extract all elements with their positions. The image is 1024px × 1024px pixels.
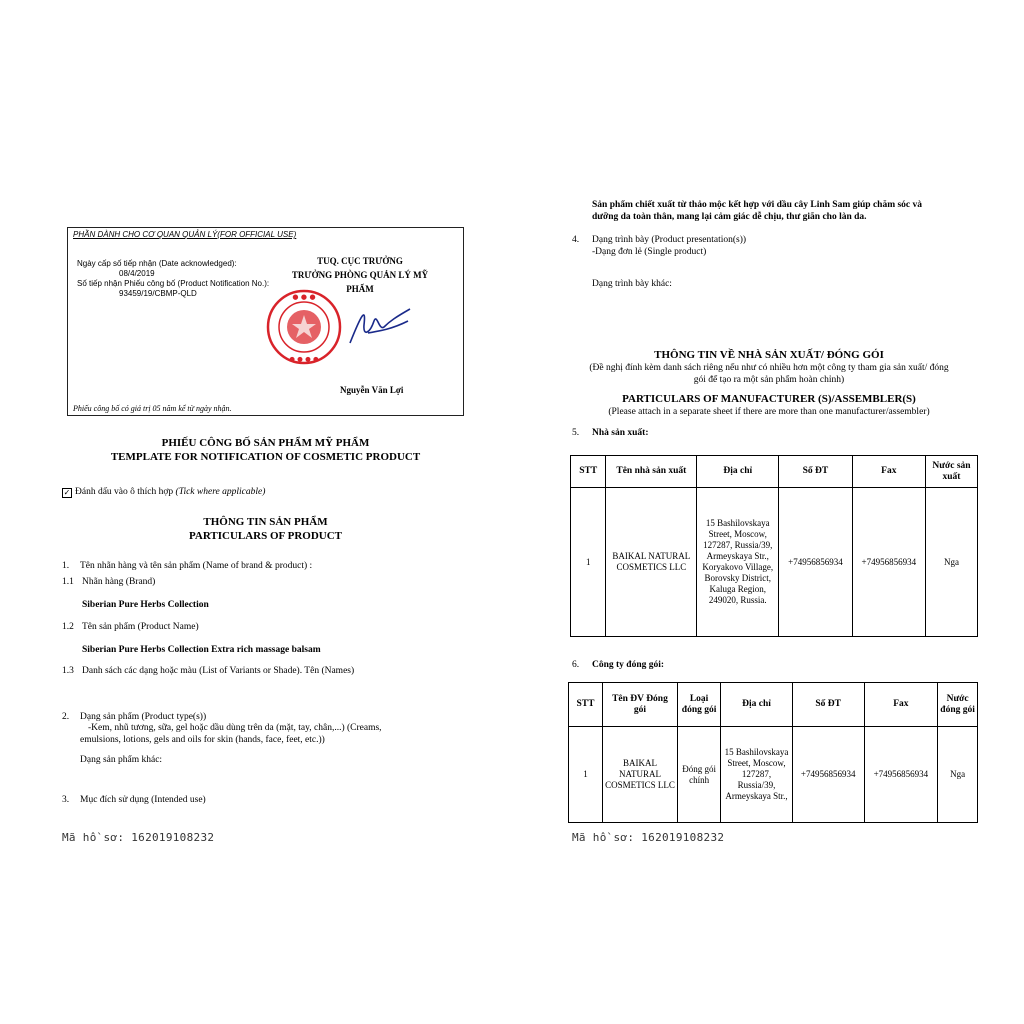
section-title-vi: THÔNG TIN SẢN PHẨM [203, 516, 328, 528]
item-1-label: Tên nhãn hàng và tên sản phẩm (Name of brand & product) : [80, 561, 313, 571]
notification-number-label: Số tiếp nhận Phiếu công bố (Product Notification No.): [77, 279, 270, 288]
official-use-box [67, 227, 464, 416]
product-type-detail-1: -Kem, nhũ tương, sữa, gel hoặc dầu dùng trên da (mặt, tay, chân,...) (Creams, [88, 723, 382, 733]
item-1 [62, 560, 312, 572]
item-number: 1.2 [62, 622, 74, 632]
other-product-type: Dạng sản phẩm khác: [80, 755, 163, 765]
form-title [67, 436, 464, 464]
presentation-detail: -Dạng đơn lẻ (Single product) [592, 247, 707, 257]
column-header: STT [571, 456, 606, 488]
manufacturer-title-vi: THÔNG TIN VỀ NHÀ SẢN XUẤT/ ĐÓNG GÓI [654, 349, 884, 361]
column-header: Loại đóng gói [677, 683, 720, 727]
intro-line-1: Sản phẩm chiết xuất từ thảo mộc kết hợp với dầu cây Linh Sam giúp chăm sóc và [592, 200, 923, 210]
tick-label: Đánh dấu vào ô thích hợp [75, 487, 174, 497]
item-2-label: Dạng sản phẩm (Product type(s)) [80, 712, 207, 722]
item-number: 5. [572, 428, 580, 438]
file-code-left: Mã hồ sơ: 162019108232 [62, 831, 215, 844]
item-1-2 [62, 621, 199, 633]
table-cell: Nga [938, 727, 978, 823]
packager-table [568, 682, 978, 823]
table-cell: 1 [569, 727, 603, 823]
notification-number-value: 93459/19/CBMP-QLD [119, 289, 197, 298]
column-header: Fax [852, 456, 925, 488]
item-1-2-label: Tên sản phẩm (Product Name) [82, 622, 199, 632]
item-1-3-label: Danh sách các dạng hoặc màu (List of Variants or Shade). Tên (Names) [82, 666, 355, 676]
column-header: Địa chỉ [697, 456, 779, 488]
product-intro [592, 199, 982, 223]
item-number: 6. [572, 660, 580, 670]
signer-name: Nguyễn Văn Lợi [340, 385, 404, 395]
manufacturer-note-vi-2: gói để tạo ra một sản phẩm hoàn chỉnh) [693, 375, 845, 385]
product-type-detail-2: emulsions, lotions, gels and oils for skin (hands, face, feet, etc.)) [80, 735, 325, 745]
authority-line-2: TRƯỞNG PHÒNG QUẢN LÝ MỸ PHẨM [291, 270, 429, 294]
file-code-right: Mã hồ sơ: 162019108232 [572, 831, 725, 844]
official-stamp-icon [265, 287, 343, 367]
table-cell: 1 [571, 488, 606, 637]
column-header: Số ĐT [779, 456, 852, 488]
column-header: STT [569, 683, 603, 727]
table-cell: +74956856934 [852, 488, 925, 637]
item-number: 4. [572, 235, 580, 245]
table-cell: Đóng gói chính [677, 727, 720, 823]
intro-line-2: dưỡng da toàn thân, mang lại cảm giác dễ chịu, thư giãn cho làn da. [592, 212, 867, 222]
table-row [571, 488, 978, 637]
column-header: Địa chỉ [721, 683, 793, 727]
table-cell: BAIKAL NATURAL COSMETICS LLC [606, 488, 697, 637]
item-1-1 [62, 576, 155, 588]
column-header: Nước sản xuất [925, 456, 977, 488]
column-header: Nước đóng gói [938, 683, 978, 727]
item-1-1-label: Nhãn hàng (Brand) [82, 577, 156, 587]
table-header-row [569, 683, 978, 727]
date-acknowledged-label: Ngày cấp số tiếp nhận (Date acknowledged): [77, 259, 237, 268]
table-cell: +74956856934 [864, 727, 938, 823]
item-number: 1.1 [62, 577, 74, 587]
product-section-title [67, 515, 464, 543]
item-number: 1. [62, 561, 70, 571]
column-header: Tên nhà sản xuất [606, 456, 697, 488]
brand-value: Siberian Pure Herbs Collection [82, 600, 209, 610]
item-number: 1.3 [62, 666, 74, 676]
svg-text:● ● ● ●: ● ● ● ● [289, 355, 319, 363]
manufacturer-title-en: PARTICULARS OF MANUFACTURER (S)/ASSEMBLER(S) [622, 393, 916, 405]
date-acknowledged-value: 08/4/2019 [119, 269, 155, 278]
manufacturer-section-title [560, 348, 978, 418]
table-cell: 15 Bashilovskaya Street, Moscow, 127287, Russia/39, Armeyskaya Str., [721, 727, 793, 823]
item-5 [572, 427, 649, 439]
product-name-value: Siberian Pure Herbs Collection Extra rich massage balsam [82, 645, 321, 655]
column-header: Số ĐT [792, 683, 864, 727]
item-4 [572, 234, 746, 246]
table-cell: BAIKAL NATURAL COSMETICS LLC [602, 727, 677, 823]
signature-icon [344, 303, 414, 353]
column-header: Tên ĐV Đóng gói [602, 683, 677, 727]
item-4-label: Dạng trình bày (Product presentation(s)) [592, 235, 747, 245]
other-presentation: Dạng trình bày khác: [592, 279, 672, 289]
validity-note: Phiếu công bố có giá trị 05 năm kể từ ngày nhận. [73, 404, 232, 413]
official-use-header: PHẦN DÀNH CHO CƠ QUAN QUẢN LÝ(FOR OFFICIAL USE) [73, 230, 297, 239]
table-header-row [571, 456, 978, 488]
item-5-label: Nhà sản xuất: [592, 428, 649, 438]
acknowledgement-info [77, 259, 269, 299]
item-3 [62, 794, 206, 806]
tick-instruction [62, 486, 265, 498]
table-cell: +74956856934 [779, 488, 852, 637]
item-number: 2. [62, 712, 70, 722]
item-6-label: Công ty đóng gói: [592, 660, 665, 670]
manufacturer-note-vi-1: (Đề nghị đính kèm danh sách riêng nếu như có nhiều hơn một công ty tham gia sản xuất/ đóng [589, 363, 949, 373]
checkbox-icon: ✓ [63, 488, 71, 497]
manufacturer-table [570, 455, 978, 637]
column-header: Fax [864, 683, 938, 727]
item-3-label: Mục đích sử dụng (Intended use) [80, 795, 206, 805]
item-1-3 [62, 665, 354, 677]
tick-label-en: (Tick where applicable) [175, 487, 266, 497]
svg-text:● ● ●: ● ● ● [292, 293, 316, 301]
section-title-en: PARTICULARS OF PRODUCT [188, 530, 342, 542]
table-cell: 15 Bashilovskaya Street, Moscow, 127287, Russia/39, Armeyskaya Str., Koryakovo Village, Borovsky District, Kaluga Region, 249020, Russia. [697, 488, 779, 637]
authority-line-1: TUQ. CỤC TRƯỞNG [317, 256, 403, 266]
table-cell: Nga [925, 488, 977, 637]
table-cell: +74956856934 [792, 727, 864, 823]
item-6 [572, 659, 664, 671]
form-title-vi: PHIẾU CÔNG BỐ SẢN PHẨM MỸ PHẨM [161, 437, 370, 449]
item-number: 3. [62, 795, 70, 805]
form-title-en: TEMPLATE FOR NOTIFICATION OF COSMETIC PRODUCT [110, 451, 421, 463]
table-row [569, 727, 978, 823]
manufacturer-note-en: (Please attach in a separate sheet if there are more than one manufacturer/assembler) [608, 407, 930, 417]
